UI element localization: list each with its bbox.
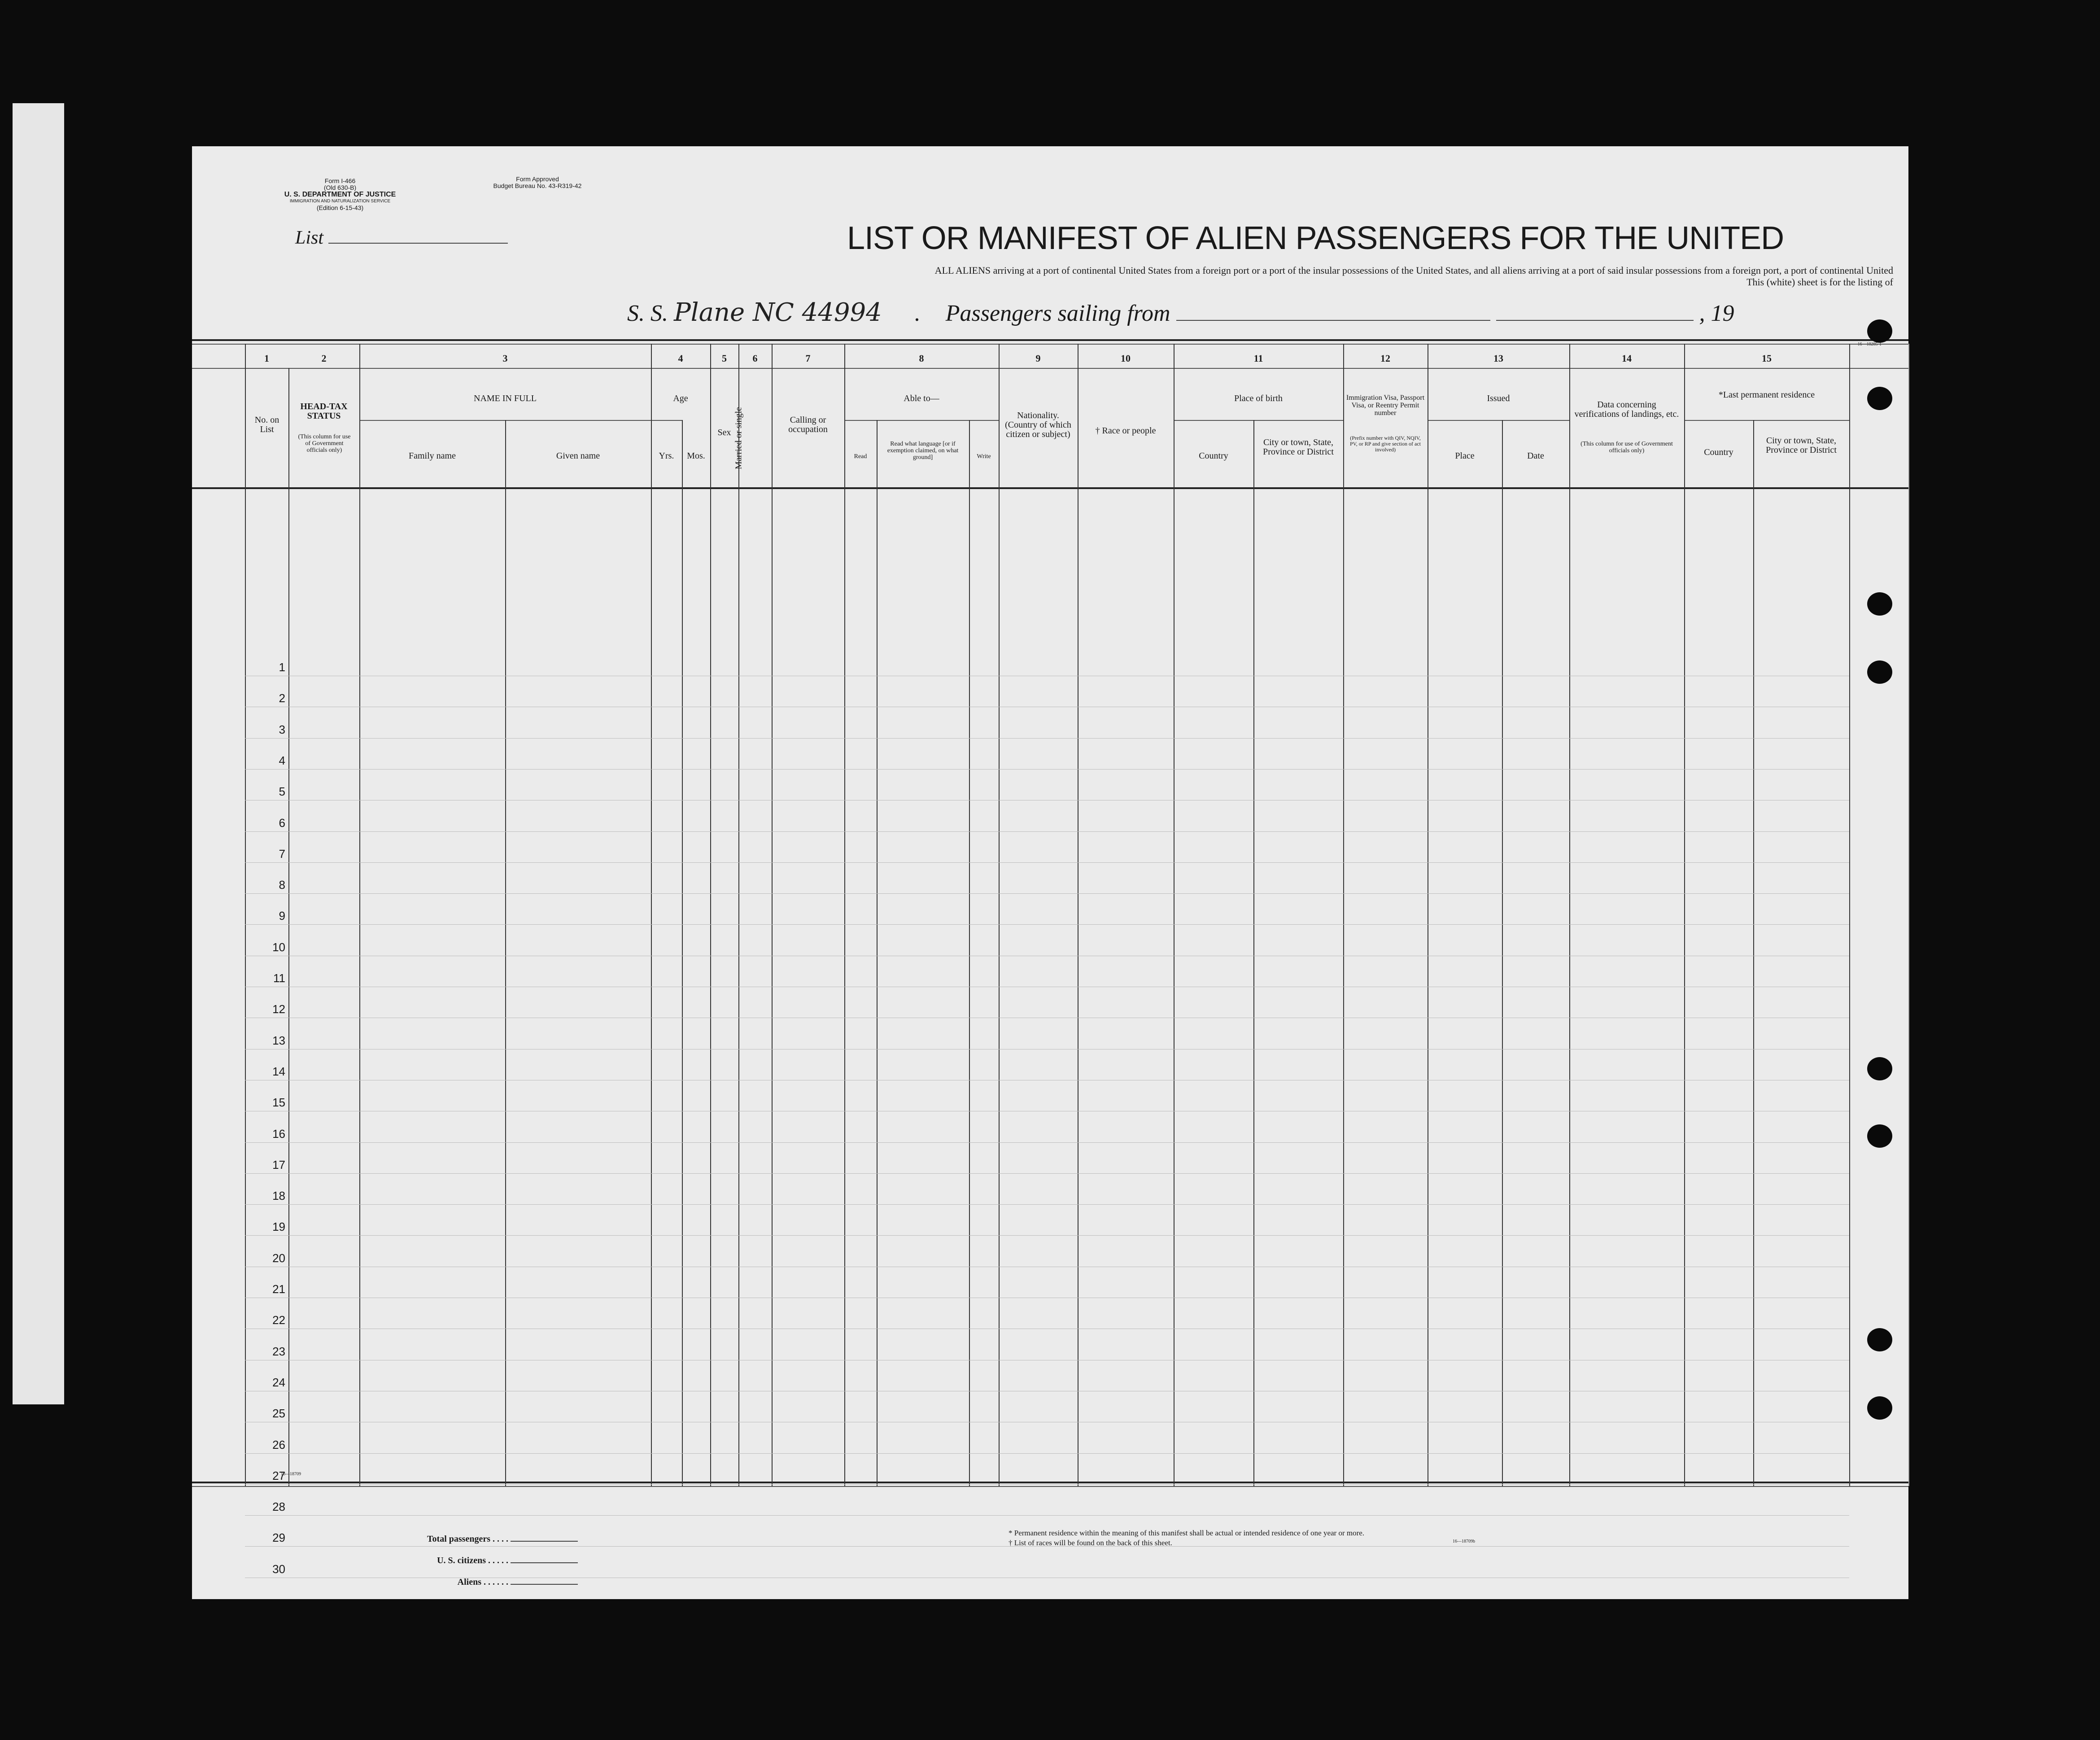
header-head-tax: HEAD-TAX STATUS	[300, 402, 348, 421]
header-residence-country: Country	[1704, 447, 1733, 457]
row-number: 27	[272, 1469, 285, 1482]
column-number: 9	[1035, 353, 1041, 364]
col-divider	[505, 420, 506, 1486]
col-divider	[969, 420, 970, 1486]
row-rule	[245, 1173, 1849, 1174]
row-rule	[245, 1484, 1849, 1485]
column-number: 6	[752, 353, 758, 364]
column-number: 14	[1622, 353, 1632, 364]
col-divider	[1908, 344, 1909, 1486]
header-able-to: Able to—	[904, 393, 939, 403]
footnote-code: 16—18709b	[1453, 1539, 1475, 1544]
column-number: 3	[502, 353, 508, 364]
binder-hole	[1867, 1396, 1892, 1420]
header-age: Age	[673, 393, 688, 403]
table-bottom-rule	[192, 1482, 1908, 1483]
row-rule	[245, 862, 1849, 863]
col-divider	[288, 368, 289, 1486]
row-number: 3	[279, 722, 285, 736]
col-divider	[844, 344, 845, 1486]
service-name: IMMIGRATION AND NATURALIZATION SERVICE	[289, 199, 391, 204]
row-rule	[245, 1453, 1849, 1454]
binder-hole	[1867, 319, 1892, 343]
header-race: † Race or people	[1095, 426, 1156, 436]
header-no-on-list: No. on List	[254, 415, 279, 434]
col-divider	[1569, 344, 1570, 1486]
form-old-number: (Old 630-B)	[323, 184, 357, 191]
row-number: 20	[272, 1251, 285, 1265]
row-number: 16	[272, 1127, 285, 1141]
column-number: 8	[919, 353, 924, 364]
header-sex: Sex	[717, 428, 731, 437]
col-divider	[1753, 420, 1754, 1486]
form-approval	[475, 176, 600, 189]
vessel-line: S. S. Plane NC 44994 . Passengers sailing from , 19	[627, 298, 1734, 327]
us-citizens-label: U. S. citizens	[437, 1556, 486, 1565]
col-divider	[772, 344, 773, 1486]
row-number: 23	[272, 1344, 285, 1358]
us-citizens-field[interactable]	[511, 1562, 578, 1563]
row-rule	[245, 1142, 1849, 1143]
form-edition: (Edition 6-15-43)	[316, 204, 364, 211]
column-number: 1	[264, 353, 269, 364]
col-divider	[1253, 420, 1254, 1486]
column-number: 12	[1380, 353, 1390, 364]
row-number: 13	[272, 1033, 285, 1047]
row-number: 11	[273, 971, 285, 985]
col-divider	[710, 344, 711, 1486]
column-number: 15	[1762, 353, 1772, 364]
subtitle	[935, 265, 1893, 288]
row-number: 7	[279, 847, 285, 861]
binder-hole	[1867, 660, 1892, 684]
header-birth-country: Country	[1199, 451, 1228, 461]
age-subheader-rule	[651, 420, 682, 421]
row-number: 22	[272, 1313, 285, 1327]
row-number: 14	[272, 1064, 285, 1078]
footnote-races: † List of races will be found on the back of this sheet.	[1009, 1539, 1172, 1547]
issued-subheader-rule	[1428, 420, 1569, 421]
header-given-name: Given name	[556, 451, 600, 461]
binder-hole	[1867, 1328, 1892, 1351]
header-place-of-birth: Place of birth	[1234, 393, 1283, 403]
footnotes	[1009, 1528, 1364, 1548]
total-passengers-label: Total passengers	[427, 1534, 490, 1544]
residence-subheader-rule	[1684, 420, 1849, 421]
row-number: 19	[272, 1220, 285, 1234]
row-number: 28	[272, 1500, 285, 1514]
row-number: 29	[272, 1531, 285, 1545]
aliens-label: Aliens	[457, 1577, 481, 1587]
col-divider	[1684, 344, 1685, 1486]
row-number: 1	[279, 660, 285, 674]
header-age-months: Mos.	[687, 451, 705, 461]
row-footer-code: 16—18709	[281, 1472, 301, 1477]
header-issued-place: Place	[1455, 451, 1475, 461]
binder-hole	[1867, 592, 1892, 616]
table-top-rule	[192, 339, 1908, 341]
table-top-rule-2	[192, 344, 1908, 345]
row-number: 8	[279, 878, 285, 892]
sailing-from-label: Passengers sailing from	[945, 301, 1170, 326]
birth-subheader-rule	[1174, 420, 1343, 421]
col-divider	[1502, 420, 1503, 1486]
column-number: 2	[321, 353, 327, 364]
col-divider	[651, 344, 652, 1486]
list-number-field[interactable]	[328, 243, 508, 244]
binder-hole	[1867, 1057, 1892, 1080]
total-passengers-field[interactable]	[511, 1541, 578, 1542]
header-birth-city: City or town, State, Province or District	[1263, 437, 1334, 457]
header-calling: Calling or occupation	[788, 415, 828, 434]
binder-hole	[1867, 1124, 1892, 1148]
column-number: 5	[722, 353, 727, 364]
adjacent-page-strip	[13, 103, 64, 1404]
manifest-sheet	[192, 146, 1908, 1599]
header-family-name: Family name	[409, 451, 456, 461]
column-number: 4	[678, 353, 683, 364]
budget-number: Budget Bureau No. 43-R319-42	[493, 182, 582, 189]
header-read: Read	[854, 453, 867, 460]
aliens-field[interactable]	[511, 1584, 578, 1585]
header-married-or-single: Married or single	[733, 407, 744, 469]
row-number: 4	[279, 753, 285, 767]
sailing-date-field[interactable]	[1496, 320, 1694, 321]
row-number: 30	[272, 1562, 285, 1576]
header-visa: Immigration Visa, Passport Visa, or Reentry Permit number	[1346, 394, 1425, 417]
row-number: 9	[279, 909, 285, 923]
list-label	[295, 227, 508, 249]
header-write: Write	[977, 453, 991, 460]
binder-hole	[1867, 387, 1892, 410]
header-verifications-note: (This column for use of Government officials only)	[1580, 441, 1673, 454]
row-number: 12	[272, 1002, 285, 1016]
row-number: 26	[272, 1438, 285, 1451]
totals-block	[358, 1528, 578, 1593]
list-label-text: List	[295, 227, 324, 248]
aliens-row: Aliens . . . . . .	[358, 1571, 578, 1593]
column-number: 13	[1493, 353, 1503, 364]
able-subheader-rule	[844, 420, 999, 421]
colnum-rule	[192, 368, 1908, 369]
year-prefix: , 19	[1699, 301, 1734, 326]
page-title: LIST OR MANIFEST OF ALIEN PASSENGERS FOR THE UNITED	[847, 220, 1784, 256]
row-number: 10	[272, 940, 285, 954]
row-number: 21	[272, 1282, 285, 1296]
row-number: 24	[272, 1375, 285, 1389]
form-approved: Form Approved	[516, 175, 559, 183]
header-head-tax-note: (This column for use of Government officials only)	[298, 433, 351, 454]
col-divider	[682, 420, 683, 1486]
header-verifications: Data concerning verifications of landings, etc.	[1574, 400, 1679, 419]
form-meta	[273, 178, 407, 211]
column-number: 7	[805, 353, 811, 364]
row-number: 5	[279, 785, 285, 799]
row-rule	[245, 924, 1849, 925]
row-number: 18	[272, 1189, 285, 1203]
row-rule	[245, 738, 1849, 739]
row-rule	[245, 1204, 1849, 1205]
header-age-years: Yrs.	[659, 451, 674, 461]
row-number: 17	[272, 1158, 285, 1172]
vessel-prefix: S. S.	[627, 301, 668, 326]
sailing-from-field[interactable]	[1176, 320, 1490, 321]
row-rule	[245, 893, 1849, 894]
header-issued-date: Date	[1527, 451, 1544, 461]
row-number: 15	[272, 1096, 285, 1110]
row-rule	[245, 831, 1849, 832]
header-read-language: Read what language [or if exemption claimed, on what ground]	[887, 441, 959, 461]
header-name-in-full: NAME IN FULL	[474, 393, 537, 403]
table-bottom-rule-2	[192, 1486, 1908, 1487]
row-rule	[245, 1235, 1849, 1236]
col-divider	[738, 344, 739, 1486]
us-citizens-row: U. S. citizens . . . . .	[358, 1550, 578, 1571]
row-number: 6	[279, 816, 285, 830]
subtitle-line-1: ALL ALIENS arriving at a port of continental United States from a foreign port or a port of the insular possessions of the United States, and all aliens arriving at a port of said insular possessions from a foreign port, a port of continental United	[934, 265, 1893, 276]
column-number: 10	[1121, 353, 1131, 364]
header-last-residence: *Last permanent residence	[1718, 390, 1815, 400]
corner-code: 16—18285-1	[1857, 342, 1882, 347]
header-residence-city: City or town, State, Province or District	[1766, 436, 1837, 455]
col-divider	[999, 344, 1000, 1486]
col-divider	[359, 344, 360, 1486]
row-number: 2	[279, 691, 285, 705]
row-number: 25	[272, 1407, 285, 1421]
header-issued: Issued	[1487, 393, 1510, 403]
col-divider	[1343, 344, 1344, 1486]
col-divider	[1849, 344, 1850, 1486]
col-divider	[245, 344, 246, 1486]
column-number: 11	[1253, 353, 1263, 364]
header-visa-note: (Prefix number with QIV, NQIV, PV, or RP and give section of act involved)	[1350, 435, 1421, 453]
vessel-name-handwritten[interactable]: Plane NC 44994	[674, 298, 882, 327]
row-rule	[245, 1515, 1849, 1516]
header-nationality: Nationality. (Country of which citizen or subject)	[1005, 411, 1071, 439]
header-bottom-rule	[192, 487, 1908, 489]
subtitle-line-2: This (white) sheet is for the listing of	[1746, 276, 1893, 288]
form-number: Form I-466	[324, 177, 356, 184]
total-passengers-row: Total passengers . . . .	[358, 1528, 578, 1550]
footnote-permanent-residence: * Permanent residence within the meaning of this manifest shall be actual or intended residence of one year or more.	[1009, 1529, 1365, 1537]
col-divider	[877, 420, 878, 1486]
department-name: U. S. DEPARTMENT OF JUSTICE	[284, 191, 396, 198]
